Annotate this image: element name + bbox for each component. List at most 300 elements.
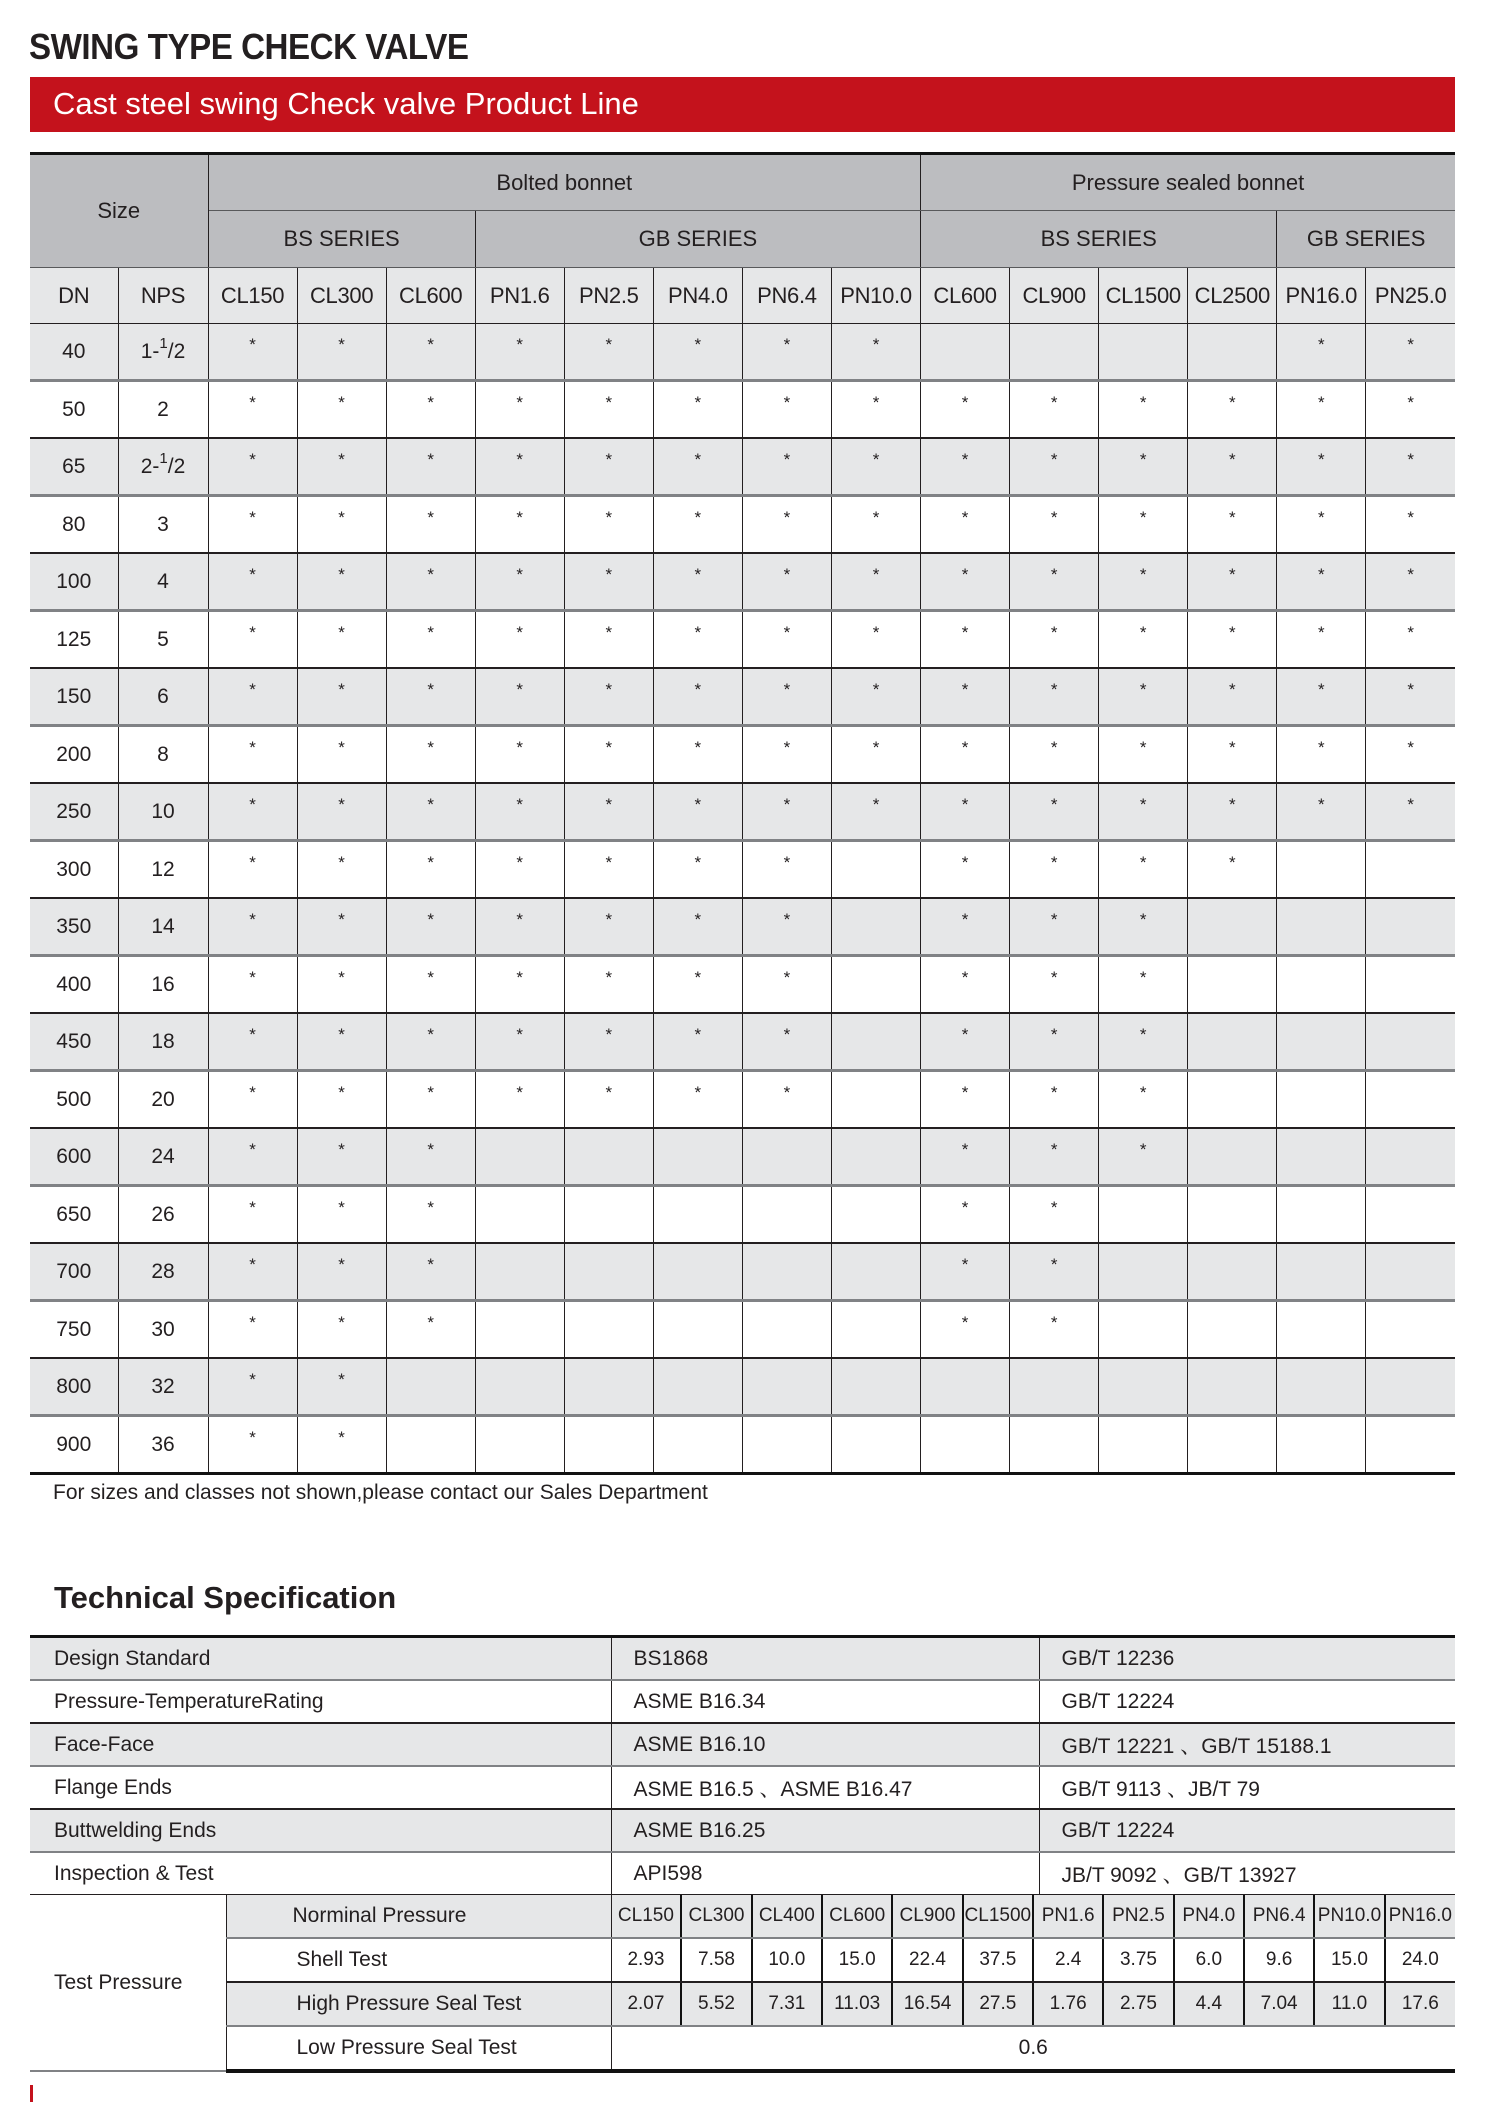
spec-bs-value: API598: [611, 1852, 1039, 1895]
availability-cell: [386, 898, 475, 956]
availability-cell: [1099, 496, 1188, 554]
availability-cell: [921, 1243, 1010, 1301]
table-row: [30, 381, 1455, 439]
availability-mark: *: [249, 564, 256, 584]
availability-mark: *: [1407, 507, 1414, 527]
availability-cell: [921, 611, 1010, 669]
availability-mark: *: [249, 1197, 256, 1217]
availability-cell: [1277, 1013, 1366, 1071]
availability-mark: *: [694, 622, 702, 642]
nominal-pressure-class: PN2.5: [1103, 1895, 1173, 1938]
availability-cell: [921, 553, 1010, 611]
availability-cell: [921, 726, 1010, 784]
availability-mark: *: [516, 392, 524, 412]
table-row: [30, 553, 1455, 611]
availability-mark: *: [516, 737, 524, 757]
availability-cell: [297, 381, 386, 439]
availability-cell: [1099, 1013, 1188, 1071]
availability-cell: [297, 1186, 386, 1244]
spec-row: [30, 1723, 1455, 1766]
availability-mark: *: [961, 564, 969, 584]
availability-mark: *: [872, 507, 880, 527]
availability-cell: [386, 1186, 475, 1244]
availability-mark: *: [516, 564, 524, 584]
availability-cell: [921, 496, 1010, 554]
nps-cell: 3: [118, 496, 208, 554]
availability-mark: *: [694, 737, 702, 757]
availability-cell: [208, 438, 297, 496]
availability-cell: [386, 1416, 475, 1474]
availability-mark: *: [249, 794, 256, 814]
availability-cell: [475, 1186, 564, 1244]
spec-row: [30, 1766, 1455, 1809]
availability-mark: *: [427, 1139, 434, 1159]
availability-cell: [1188, 1128, 1277, 1186]
availability-mark: *: [338, 852, 345, 872]
availability-mark: *: [1139, 967, 1147, 987]
availability-cell: [297, 1128, 386, 1186]
availability-cell: [1010, 1416, 1099, 1474]
dn-cell: 400: [30, 956, 118, 1014]
availability-cell: [1366, 668, 1455, 726]
availability-mark: *: [1050, 1082, 1058, 1102]
availability-mark: *: [1228, 679, 1236, 699]
availability-cell: [653, 1013, 742, 1071]
availability-cell: [386, 324, 475, 381]
availability-mark: *: [961, 967, 969, 987]
availability-cell: [1188, 783, 1277, 841]
column-header-pn25-0: PN25.0: [1366, 268, 1455, 324]
column-header-cl600: CL600: [921, 268, 1010, 324]
availability-cell: [1099, 381, 1188, 439]
availability-cell: [742, 1186, 831, 1244]
availability-cell: [831, 1071, 920, 1129]
availability-cell: [653, 898, 742, 956]
availability-mark: *: [961, 1139, 969, 1159]
table-row: [30, 1416, 1455, 1474]
availability-cell: [1366, 1243, 1455, 1301]
availability-cell: [208, 381, 297, 439]
availability-mark: *: [605, 794, 613, 814]
availability-cell: [208, 324, 297, 381]
availability-mark: *: [783, 794, 791, 814]
availability-mark: *: [872, 392, 880, 412]
availability-cell: [921, 1128, 1010, 1186]
availability-mark: *: [694, 794, 702, 814]
low-pressure-seal-test-value: 0.6: [611, 2026, 1455, 2071]
availability-cell: [742, 611, 831, 669]
availability-cell: [1366, 956, 1455, 1014]
nps-cell: 18: [118, 1013, 208, 1071]
availability-cell: [208, 668, 297, 726]
availability-mark: *: [249, 852, 256, 872]
availability-mark: *: [1228, 737, 1236, 757]
availability-cell: [1010, 898, 1099, 956]
availability-mark: *: [516, 679, 524, 699]
shell-test-value: 3.75: [1103, 1938, 1173, 1982]
availability-mark: *: [516, 1024, 524, 1044]
availability-cell: [208, 1358, 297, 1416]
availability-mark: *: [427, 679, 434, 699]
availability-mark: *: [1139, 794, 1147, 814]
availability-mark: *: [338, 392, 345, 412]
availability-mark: *: [961, 1312, 969, 1332]
dn-cell: 600: [30, 1128, 118, 1186]
availability-mark: *: [1139, 392, 1147, 412]
availability-mark: *: [1050, 449, 1058, 469]
availability-mark: *: [605, 449, 613, 469]
nominal-pressure-class: CL150: [611, 1895, 681, 1938]
availability-cell: [1277, 611, 1366, 669]
availability-cell: [1099, 783, 1188, 841]
availability-cell: [386, 1071, 475, 1129]
availability-cell: [564, 324, 653, 381]
availability-cell: [1010, 1013, 1099, 1071]
availability-mark: *: [249, 507, 256, 527]
availability-mark: *: [605, 622, 613, 642]
availability-cell: [921, 783, 1010, 841]
availability-cell: [653, 668, 742, 726]
availability-cell: [1010, 1071, 1099, 1129]
availability-mark: *: [249, 909, 256, 929]
availability-mark: *: [694, 564, 702, 584]
availability-cell: [1366, 324, 1455, 381]
availability-cell: [208, 726, 297, 784]
availability-cell: [1010, 611, 1099, 669]
column-header-pn4-0: PN4.0: [653, 268, 742, 324]
page-title: SWING TYPE CHECK VALVE: [29, 26, 469, 67]
nps-cell: 28: [118, 1243, 208, 1301]
availability-mark: *: [961, 909, 969, 929]
availability-cell: [1099, 898, 1188, 956]
availability-mark: *: [338, 1312, 345, 1332]
availability-cell: [653, 381, 742, 439]
availability-cell: [475, 668, 564, 726]
availability-cell: [208, 1416, 297, 1474]
availability-cell: [921, 381, 1010, 439]
availability-mark: *: [694, 679, 702, 699]
availability-cell: [653, 1301, 742, 1359]
table-row: [30, 1358, 1455, 1416]
high-pressure-seal-value: 11.0: [1314, 1982, 1384, 2026]
availability-cell: [208, 1128, 297, 1186]
availability-cell: [1366, 611, 1455, 669]
availability-mark: *: [961, 679, 969, 699]
availability-cell: [1188, 898, 1277, 956]
availability-cell: [1277, 668, 1366, 726]
availability-mark: *: [1050, 622, 1058, 642]
availability-cell: [297, 956, 386, 1014]
availability-cell: [564, 611, 653, 669]
high-pressure-seal-value: 2.75: [1103, 1982, 1173, 2026]
availability-mark: *: [1228, 564, 1236, 584]
availability-mark: *: [338, 1024, 345, 1044]
availability-mark: *: [694, 967, 702, 987]
dn-cell: 700: [30, 1243, 118, 1301]
availability-mark: *: [783, 622, 791, 642]
availability-mark: *: [1139, 507, 1147, 527]
availability-mark: *: [1228, 794, 1236, 814]
availability-mark: *: [1318, 449, 1325, 469]
availability-cell: [475, 1416, 564, 1474]
availability-mark: *: [249, 334, 256, 354]
availability-mark: *: [1407, 392, 1414, 412]
shell-test-value: 15.0: [822, 1938, 892, 1982]
availability-mark: *: [872, 622, 880, 642]
availability-cell: [386, 956, 475, 1014]
size-header: Size: [30, 154, 208, 268]
dn-cell: 350: [30, 898, 118, 956]
availability-cell: [1188, 1301, 1277, 1359]
availability-mark: *: [338, 507, 345, 527]
availability-cell: [475, 1301, 564, 1359]
availability-cell: [1099, 1128, 1188, 1186]
availability-mark: *: [516, 622, 524, 642]
availability-cell: [1010, 1243, 1099, 1301]
shell-test-value: 10.0: [752, 1938, 822, 1982]
availability-cell: [653, 1416, 742, 1474]
nominal-pressure-class: CL300: [681, 1895, 751, 1938]
availability-cell: [1010, 324, 1099, 381]
availability-cell: [831, 496, 920, 554]
availability-cell: [831, 956, 920, 1014]
availability-mark: *: [249, 1427, 256, 1447]
availability-mark: *: [338, 967, 345, 987]
high-pressure-seal-value: 1.76: [1033, 1982, 1103, 2026]
column-header-pn2-5: PN2.5: [564, 268, 653, 324]
availability-cell: [921, 1416, 1010, 1474]
series-header-sealed-bs: BS SERIES: [921, 211, 1277, 268]
dn-cell: 750: [30, 1301, 118, 1359]
availability-mark: *: [605, 679, 613, 699]
availability-mark: *: [783, 679, 791, 699]
availability-mark: *: [605, 334, 613, 354]
availability-mark: *: [872, 449, 880, 469]
availability-mark: *: [1318, 334, 1325, 354]
table-row: [30, 1301, 1455, 1359]
availability-cell: [1366, 438, 1455, 496]
spec-bs-value: ASME B16.10: [611, 1723, 1039, 1766]
availability-cell: [1366, 898, 1455, 956]
availability-mark: *: [427, 1024, 434, 1044]
availability-cell: [921, 438, 1010, 496]
column-header-pn10-0: PN10.0: [831, 268, 920, 324]
availability-mark: *: [1318, 507, 1325, 527]
availability-mark: *: [427, 449, 434, 469]
spec-label: Face-Face: [30, 1723, 611, 1766]
high-pressure-seal-test-label: High Pressure Seal Test: [226, 1982, 611, 2026]
availability-mark: *: [694, 507, 702, 527]
availability-cell: [475, 783, 564, 841]
availability-cell: [1366, 496, 1455, 554]
nominal-pressure-class: CL1500: [963, 1895, 1033, 1938]
availability-mark: *: [427, 794, 434, 814]
availability-cell: [1366, 1071, 1455, 1129]
availability-mark: *: [961, 507, 969, 527]
availability-cell: [475, 841, 564, 899]
availability-cell: [475, 898, 564, 956]
availability-mark: *: [783, 852, 791, 872]
availability-cell: [475, 1358, 564, 1416]
availability-cell: [297, 841, 386, 899]
availability-mark: *: [961, 1197, 969, 1217]
availability-mark: *: [1407, 737, 1414, 757]
availability-cell: [1188, 841, 1277, 899]
technical-spec-title: Technical Specification: [54, 1580, 397, 1615]
availability-cell: [297, 726, 386, 784]
availability-cell: [653, 726, 742, 784]
availability-mark: *: [516, 1082, 524, 1102]
availability-cell: [653, 1071, 742, 1129]
availability-cell: [831, 611, 920, 669]
availability-cell: [386, 553, 475, 611]
availability-mark: *: [872, 679, 880, 699]
availability-cell: [921, 841, 1010, 899]
availability-mark: *: [783, 564, 791, 584]
high-pressure-seal-value: 27.5: [963, 1982, 1033, 2026]
availability-mark: *: [783, 909, 791, 929]
nps-cell: 14: [118, 898, 208, 956]
shell-test-value: 6.0: [1174, 1938, 1244, 1982]
table-row: [30, 438, 1455, 496]
table-row: [30, 956, 1455, 1014]
dn-cell: 250: [30, 783, 118, 841]
availability-cell: [1366, 553, 1455, 611]
nps-denominator: /2: [167, 454, 186, 478]
column-header-cl1500: CL1500: [1099, 268, 1188, 324]
availability-cell: [921, 956, 1010, 1014]
availability-cell: [208, 898, 297, 956]
column-header-cl150: CL150: [208, 268, 297, 324]
availability-cell: [1099, 1358, 1188, 1416]
availability-cell: [1099, 324, 1188, 381]
availability-mark: *: [872, 794, 880, 814]
shell-test-value: 24.0: [1385, 1938, 1455, 1982]
availability-cell: [742, 496, 831, 554]
availability-mark: *: [427, 852, 434, 872]
nominal-pressure-class: CL600: [822, 1895, 892, 1938]
availability-cell: [1188, 726, 1277, 784]
availability-mark: *: [516, 334, 524, 354]
spec-bs-value: ASME B16.5 、ASME B16.47: [611, 1766, 1039, 1809]
nps-numerator: 1: [159, 334, 168, 352]
high-pressure-seal-value: 17.6: [1385, 1982, 1455, 2026]
spec-label: Inspection & Test: [30, 1852, 611, 1895]
availability-cell: [1277, 841, 1366, 899]
availability-cell: [1188, 1013, 1277, 1071]
spec-gb-value: GB/T 12224: [1039, 1680, 1455, 1723]
availability-cell: [386, 438, 475, 496]
availability-cell: [831, 1186, 920, 1244]
availability-cell: [1010, 1128, 1099, 1186]
availability-mark: *: [961, 737, 969, 757]
nps-cell: 4: [118, 553, 208, 611]
availability-cell: [297, 324, 386, 381]
availability-cell: [742, 1128, 831, 1186]
dn-cell: 150: [30, 668, 118, 726]
availability-mark: *: [694, 449, 702, 469]
spec-label: Pressure-TemperatureRating: [30, 1680, 611, 1723]
availability-cell: [921, 1071, 1010, 1129]
availability-cell: [831, 438, 920, 496]
availability-cell: [831, 324, 920, 381]
shell-test-value: 9.6: [1244, 1938, 1314, 1982]
availability-cell: [742, 1243, 831, 1301]
availability-cell: [564, 553, 653, 611]
nps-cell: [118, 324, 208, 381]
availability-cell: [1099, 726, 1188, 784]
availability-cell: [831, 553, 920, 611]
availability-mark: *: [1050, 1312, 1058, 1332]
availability-mark: *: [338, 334, 345, 354]
table-row: [30, 1128, 1455, 1186]
availability-cell: [1188, 496, 1277, 554]
availability-cell: [208, 496, 297, 554]
series-header-bolted-bs: BS SERIES: [208, 211, 475, 268]
spec-gb-value: GB/T 12224: [1039, 1809, 1455, 1852]
availability-mark: *: [427, 392, 434, 412]
availability-mark: *: [1407, 679, 1414, 699]
nps-cell: 24: [118, 1128, 208, 1186]
availability-cell: [653, 553, 742, 611]
availability-mark: *: [694, 392, 702, 412]
availability-mark: *: [516, 794, 524, 814]
availability-cell: [208, 553, 297, 611]
availability-cell: [1010, 783, 1099, 841]
column-header-cl900: CL900: [1010, 268, 1099, 324]
availability-cell: [1277, 1128, 1366, 1186]
availability-cell: [386, 841, 475, 899]
availability-mark: *: [338, 1369, 345, 1389]
availability-cell: [742, 1416, 831, 1474]
availability-mark: *: [1407, 334, 1414, 354]
dn-cell: 650: [30, 1186, 118, 1244]
availability-mark: *: [1139, 622, 1147, 642]
table-row: [30, 841, 1455, 899]
availability-cell: [564, 841, 653, 899]
availability-mark: *: [427, 564, 434, 584]
availability-cell: [653, 1358, 742, 1416]
availability-mark: *: [338, 679, 345, 699]
availability-mark: *: [1050, 794, 1058, 814]
availability-cell: [1099, 1416, 1188, 1474]
availability-mark: *: [783, 1082, 791, 1102]
availability-mark: *: [1318, 737, 1325, 757]
availability-cell: [921, 668, 1010, 726]
availability-mark: *: [1139, 564, 1147, 584]
availability-cell: [475, 1128, 564, 1186]
table-row: [30, 1186, 1455, 1244]
availability-cell: [475, 726, 564, 784]
availability-cell: [831, 381, 920, 439]
availability-cell: [1366, 1128, 1455, 1186]
availability-mark: *: [516, 909, 524, 929]
availability-cell: [297, 496, 386, 554]
availability-mark: *: [1139, 449, 1147, 469]
availability-mark: *: [1228, 449, 1236, 469]
availability-mark: *: [1407, 794, 1414, 814]
spec-gb-value: JB/T 9092 、GB/T 13927: [1039, 1852, 1455, 1895]
availability-mark: *: [961, 852, 969, 872]
availability-cell: [653, 956, 742, 1014]
availability-cell: [1010, 381, 1099, 439]
availability-mark: *: [1050, 679, 1058, 699]
availability-cell: [475, 956, 564, 1014]
table-row: [30, 668, 1455, 726]
availability-cell: [742, 1358, 831, 1416]
availability-cell: [1010, 438, 1099, 496]
availability-mark: *: [427, 967, 434, 987]
